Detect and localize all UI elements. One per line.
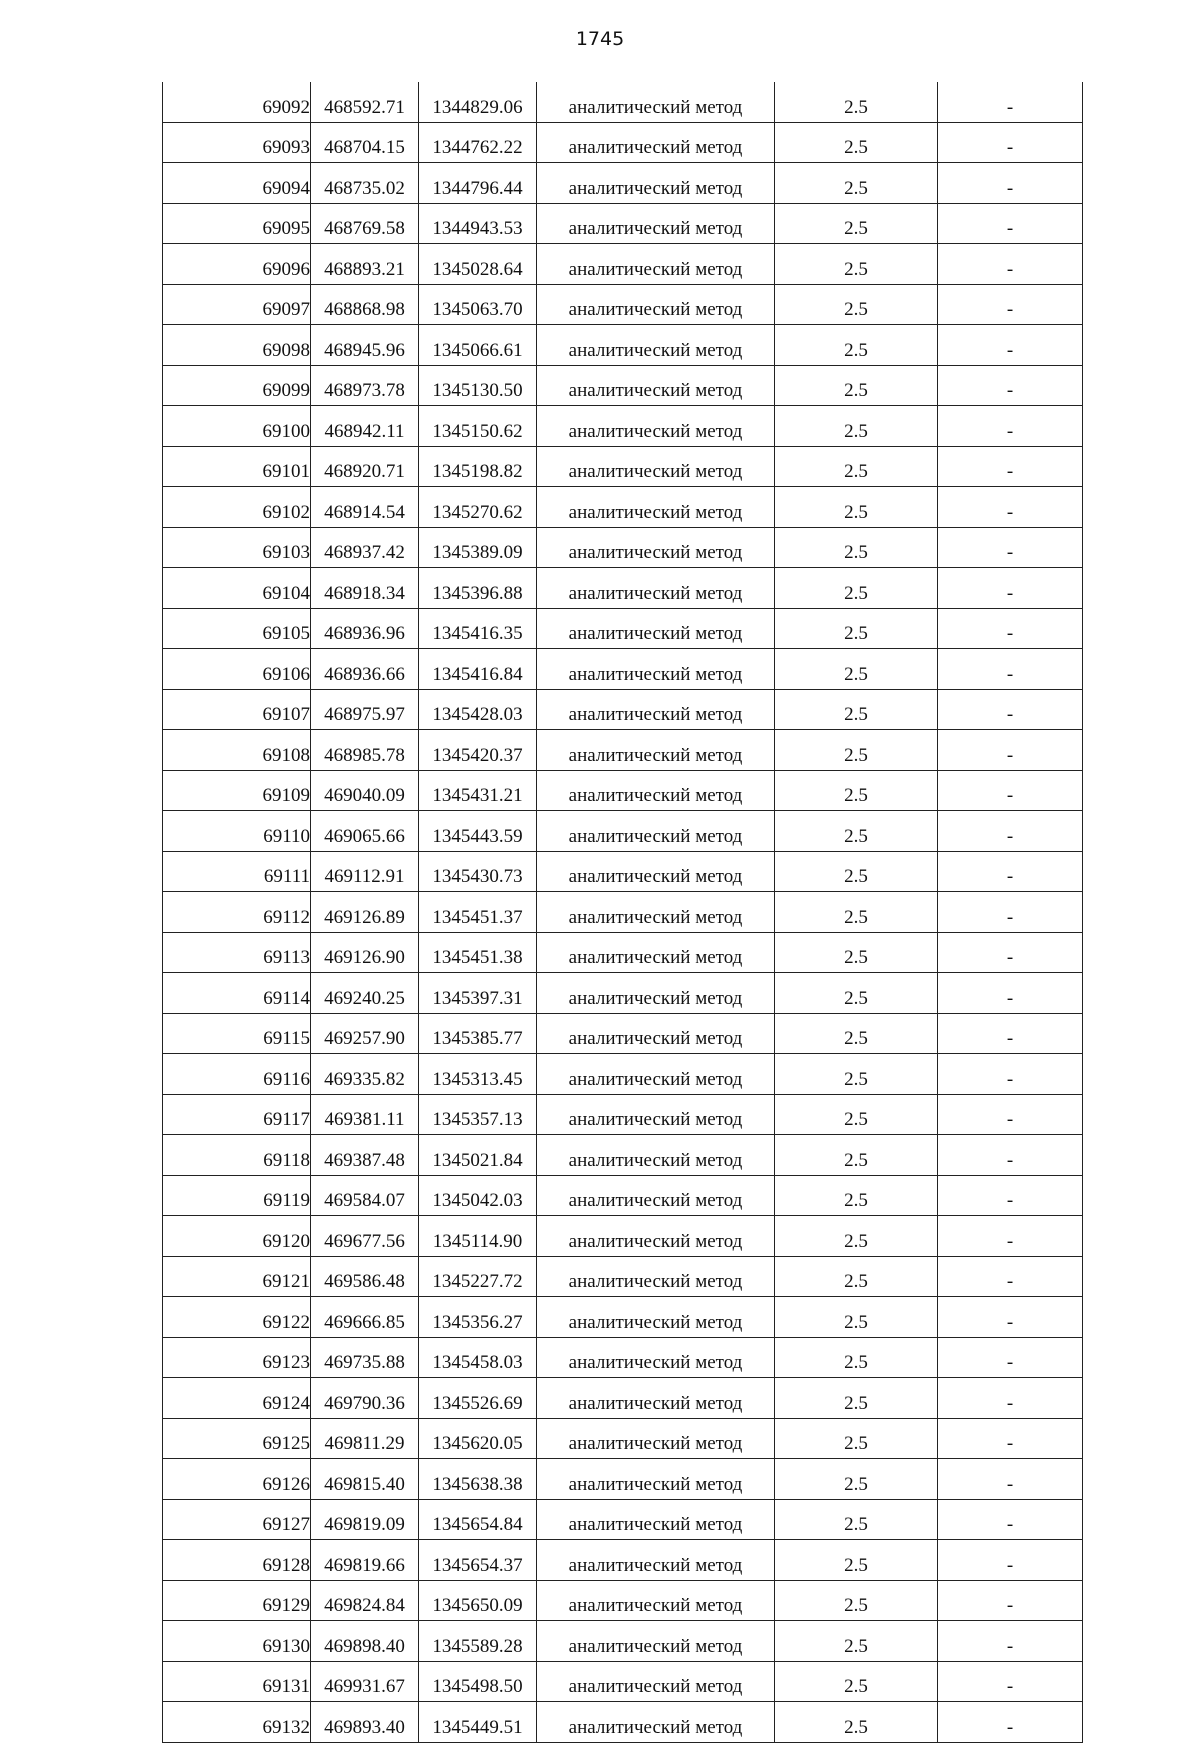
x-coordinate-cell: 468936.66 — [311, 649, 419, 690]
note-cell: - — [938, 1013, 1083, 1054]
point-number-cell: 69124 — [163, 1378, 311, 1419]
y-coordinate-cell: 1345650.09 — [419, 1580, 537, 1621]
note-cell: - — [938, 325, 1083, 366]
y-coordinate-cell: 1345416.35 — [419, 608, 537, 649]
precision-cell: 2.5 — [775, 122, 938, 163]
method-cell: аналитический метод — [537, 1135, 775, 1176]
table-row — [163, 1337, 1083, 1378]
point-number-cell: 69102 — [163, 487, 311, 528]
method-cell: аналитический метод — [537, 1094, 775, 1135]
method-cell: аналитический метод — [537, 1013, 775, 1054]
table-row — [163, 568, 1083, 609]
point-number-cell: 69101 — [163, 446, 311, 487]
coordinates-table — [162, 82, 1083, 1743]
method-cell: аналитический метод — [537, 568, 775, 609]
point-number-cell: 69097 — [163, 284, 311, 325]
note-cell: - — [938, 568, 1083, 609]
note-cell: - — [938, 406, 1083, 447]
precision-cell: 2.5 — [775, 1297, 938, 1338]
table-row — [163, 325, 1083, 366]
table-row — [163, 527, 1083, 568]
point-number-cell: 69098 — [163, 325, 311, 366]
method-cell: аналитический метод — [537, 770, 775, 811]
y-coordinate-cell: 1345428.03 — [419, 689, 537, 730]
note-cell: - — [938, 1661, 1083, 1702]
table-row — [163, 770, 1083, 811]
point-number-cell: 69099 — [163, 365, 311, 406]
method-cell: аналитический метод — [537, 1621, 775, 1662]
note-cell: - — [938, 1702, 1083, 1743]
point-number-cell: 69096 — [163, 244, 311, 285]
table-row — [163, 1580, 1083, 1621]
y-coordinate-cell: 1345356.27 — [419, 1297, 537, 1338]
point-number-cell: 69111 — [163, 851, 311, 892]
method-cell: аналитический метод — [537, 689, 775, 730]
y-coordinate-cell: 1344943.53 — [419, 203, 537, 244]
method-cell: аналитический метод — [537, 163, 775, 204]
point-number-cell: 69092 — [163, 82, 311, 122]
note-cell: - — [938, 689, 1083, 730]
method-cell: аналитический метод — [537, 1540, 775, 1581]
x-coordinate-cell: 469819.66 — [311, 1540, 419, 1581]
x-coordinate-cell: 468920.71 — [311, 446, 419, 487]
method-cell: аналитический метод — [537, 1580, 775, 1621]
point-number-cell: 69095 — [163, 203, 311, 244]
x-coordinate-cell: 468918.34 — [311, 568, 419, 609]
table-row — [163, 1540, 1083, 1581]
method-cell: аналитический метод — [537, 487, 775, 528]
x-coordinate-cell: 469893.40 — [311, 1702, 419, 1743]
point-number-cell: 69106 — [163, 649, 311, 690]
x-coordinate-cell: 469381.11 — [311, 1094, 419, 1135]
y-coordinate-cell: 1345451.38 — [419, 932, 537, 973]
method-cell: аналитический метод — [537, 1378, 775, 1419]
note-cell: - — [938, 1621, 1083, 1662]
method-cell: аналитический метод — [537, 244, 775, 285]
note-cell: - — [938, 1256, 1083, 1297]
table-row — [163, 851, 1083, 892]
point-number-cell: 69119 — [163, 1175, 311, 1216]
note-cell: - — [938, 163, 1083, 204]
table-row — [163, 1499, 1083, 1540]
note-cell: - — [938, 892, 1083, 933]
table-row — [163, 1418, 1083, 1459]
y-coordinate-cell: 1345357.13 — [419, 1094, 537, 1135]
point-number-cell: 69120 — [163, 1216, 311, 1257]
method-cell: аналитический метод — [537, 284, 775, 325]
precision-cell: 2.5 — [775, 163, 938, 204]
note-cell: - — [938, 1297, 1083, 1338]
precision-cell: 2.5 — [775, 568, 938, 609]
note-cell: - — [938, 1135, 1083, 1176]
y-coordinate-cell: 1345443.59 — [419, 811, 537, 852]
note-cell: - — [938, 365, 1083, 406]
precision-cell: 2.5 — [775, 284, 938, 325]
note-cell: - — [938, 284, 1083, 325]
method-cell: аналитический метод — [537, 203, 775, 244]
x-coordinate-cell: 469112.91 — [311, 851, 419, 892]
table-row — [163, 163, 1083, 204]
note-cell: - — [938, 527, 1083, 568]
y-coordinate-cell: 1345063.70 — [419, 284, 537, 325]
precision-cell: 2.5 — [775, 325, 938, 366]
x-coordinate-cell: 469931.67 — [311, 1661, 419, 1702]
point-number-cell: 69110 — [163, 811, 311, 852]
method-cell: аналитический метод — [537, 1054, 775, 1095]
method-cell: аналитический метод — [537, 851, 775, 892]
y-coordinate-cell: 1345313.45 — [419, 1054, 537, 1095]
precision-cell: 2.5 — [775, 203, 938, 244]
table-row — [163, 406, 1083, 447]
precision-cell: 2.5 — [775, 1256, 938, 1297]
y-coordinate-cell: 1345042.03 — [419, 1175, 537, 1216]
table-body — [163, 82, 1083, 1742]
table-row — [163, 487, 1083, 528]
note-cell: - — [938, 1378, 1083, 1419]
y-coordinate-cell: 1345431.21 — [419, 770, 537, 811]
point-number-cell: 69123 — [163, 1337, 311, 1378]
table-row — [163, 932, 1083, 973]
precision-cell: 2.5 — [775, 406, 938, 447]
point-number-cell: 69094 — [163, 163, 311, 204]
method-cell: аналитический метод — [537, 811, 775, 852]
point-number-cell: 69107 — [163, 689, 311, 730]
point-number-cell: 69105 — [163, 608, 311, 649]
point-number-cell: 69113 — [163, 932, 311, 973]
note-cell: - — [938, 851, 1083, 892]
y-coordinate-cell: 1344829.06 — [419, 82, 537, 122]
point-number-cell: 69115 — [163, 1013, 311, 1054]
precision-cell: 2.5 — [775, 1094, 938, 1135]
table-row — [163, 203, 1083, 244]
note-cell: - — [938, 1580, 1083, 1621]
method-cell: аналитический метод — [537, 1297, 775, 1338]
precision-cell: 2.5 — [775, 770, 938, 811]
x-coordinate-cell: 469666.85 — [311, 1297, 419, 1338]
point-number-cell: 69103 — [163, 527, 311, 568]
y-coordinate-cell: 1345389.09 — [419, 527, 537, 568]
method-cell: аналитический метод — [537, 730, 775, 771]
method-cell: аналитический метод — [537, 446, 775, 487]
x-coordinate-cell: 468704.15 — [311, 122, 419, 163]
table-row — [163, 1297, 1083, 1338]
note-cell: - — [938, 1175, 1083, 1216]
x-coordinate-cell: 468937.42 — [311, 527, 419, 568]
x-coordinate-cell: 469584.07 — [311, 1175, 419, 1216]
y-coordinate-cell: 1345430.73 — [419, 851, 537, 892]
point-number-cell: 69121 — [163, 1256, 311, 1297]
note-cell: - — [938, 1337, 1083, 1378]
x-coordinate-cell: 468985.78 — [311, 730, 419, 771]
table-row — [163, 1216, 1083, 1257]
precision-cell: 2.5 — [775, 730, 938, 771]
x-coordinate-cell: 468592.71 — [311, 82, 419, 122]
point-number-cell: 69127 — [163, 1499, 311, 1540]
y-coordinate-cell: 1345066.61 — [419, 325, 537, 366]
note-cell: - — [938, 1054, 1083, 1095]
table-row — [163, 284, 1083, 325]
table-row — [163, 446, 1083, 487]
note-cell: - — [938, 1094, 1083, 1135]
x-coordinate-cell: 469387.48 — [311, 1135, 419, 1176]
precision-cell: 2.5 — [775, 1580, 938, 1621]
x-coordinate-cell: 468914.54 — [311, 487, 419, 528]
y-coordinate-cell: 1345420.37 — [419, 730, 537, 771]
note-cell: - — [938, 122, 1083, 163]
x-coordinate-cell: 468975.97 — [311, 689, 419, 730]
point-number-cell: 69116 — [163, 1054, 311, 1095]
x-coordinate-cell: 469735.88 — [311, 1337, 419, 1378]
x-coordinate-cell: 469898.40 — [311, 1621, 419, 1662]
x-coordinate-cell: 469677.56 — [311, 1216, 419, 1257]
table-row — [163, 811, 1083, 852]
method-cell: аналитический метод — [537, 1661, 775, 1702]
y-coordinate-cell: 1345397.31 — [419, 973, 537, 1014]
table-row — [163, 1175, 1083, 1216]
note-cell: - — [938, 608, 1083, 649]
point-number-cell: 69126 — [163, 1459, 311, 1500]
precision-cell: 2.5 — [775, 1621, 938, 1662]
precision-cell: 2.5 — [775, 1661, 938, 1702]
y-coordinate-cell: 1345498.50 — [419, 1661, 537, 1702]
note-cell: - — [938, 932, 1083, 973]
y-coordinate-cell: 1345227.72 — [419, 1256, 537, 1297]
table-row — [163, 649, 1083, 690]
x-coordinate-cell: 469126.89 — [311, 892, 419, 933]
note-cell: - — [938, 446, 1083, 487]
table-row — [163, 1378, 1083, 1419]
note-cell: - — [938, 770, 1083, 811]
point-number-cell: 69104 — [163, 568, 311, 609]
table-row — [163, 1135, 1083, 1176]
x-coordinate-cell: 468893.21 — [311, 244, 419, 285]
y-coordinate-cell: 1345114.90 — [419, 1216, 537, 1257]
precision-cell: 2.5 — [775, 973, 938, 1014]
precision-cell: 2.5 — [775, 1540, 938, 1581]
x-coordinate-cell: 469790.36 — [311, 1378, 419, 1419]
method-cell: аналитический метод — [537, 1459, 775, 1500]
table-row — [163, 892, 1083, 933]
y-coordinate-cell: 1345416.84 — [419, 649, 537, 690]
method-cell: аналитический метод — [537, 527, 775, 568]
y-coordinate-cell: 1345638.38 — [419, 1459, 537, 1500]
x-coordinate-cell: 468769.58 — [311, 203, 419, 244]
note-cell: - — [938, 1540, 1083, 1581]
method-cell: аналитический метод — [537, 892, 775, 933]
precision-cell: 2.5 — [775, 1216, 938, 1257]
table-row — [163, 689, 1083, 730]
x-coordinate-cell: 468936.96 — [311, 608, 419, 649]
point-number-cell: 69112 — [163, 892, 311, 933]
y-coordinate-cell: 1345028.64 — [419, 244, 537, 285]
point-number-cell: 69118 — [163, 1135, 311, 1176]
y-coordinate-cell: 1345021.84 — [419, 1135, 537, 1176]
y-coordinate-cell: 1345654.37 — [419, 1540, 537, 1581]
precision-cell: 2.5 — [775, 1054, 938, 1095]
note-cell: - — [938, 1216, 1083, 1257]
table-row — [163, 1054, 1083, 1095]
y-coordinate-cell: 1345620.05 — [419, 1418, 537, 1459]
table-row — [163, 365, 1083, 406]
method-cell: аналитический метод — [537, 1175, 775, 1216]
table-row — [163, 1094, 1083, 1135]
point-number-cell: 69122 — [163, 1297, 311, 1338]
precision-cell: 2.5 — [775, 1459, 938, 1500]
table-row — [163, 730, 1083, 771]
point-number-cell: 69129 — [163, 1580, 311, 1621]
table-row — [163, 1256, 1083, 1297]
table-row — [163, 608, 1083, 649]
x-coordinate-cell: 469824.84 — [311, 1580, 419, 1621]
x-coordinate-cell: 468942.11 — [311, 406, 419, 447]
note-cell: - — [938, 82, 1083, 122]
point-number-cell: 69117 — [163, 1094, 311, 1135]
point-number-cell: 69109 — [163, 770, 311, 811]
y-coordinate-cell: 1345654.84 — [419, 1499, 537, 1540]
x-coordinate-cell: 469586.48 — [311, 1256, 419, 1297]
x-coordinate-cell: 469335.82 — [311, 1054, 419, 1095]
table-row — [163, 1661, 1083, 1702]
precision-cell: 2.5 — [775, 1337, 938, 1378]
point-number-cell: 69128 — [163, 1540, 311, 1581]
note-cell: - — [938, 1459, 1083, 1500]
y-coordinate-cell: 1345458.03 — [419, 1337, 537, 1378]
table-row — [163, 82, 1083, 122]
point-number-cell: 69114 — [163, 973, 311, 1014]
precision-cell: 2.5 — [775, 608, 938, 649]
x-coordinate-cell: 469257.90 — [311, 1013, 419, 1054]
y-coordinate-cell: 1345198.82 — [419, 446, 537, 487]
x-coordinate-cell: 468868.98 — [311, 284, 419, 325]
precision-cell: 2.5 — [775, 1418, 938, 1459]
precision-cell: 2.5 — [775, 689, 938, 730]
x-coordinate-cell: 468735.02 — [311, 163, 419, 204]
point-number-cell: 69108 — [163, 730, 311, 771]
y-coordinate-cell: 1345396.88 — [419, 568, 537, 609]
method-cell: аналитический метод — [537, 1337, 775, 1378]
table-row — [163, 1621, 1083, 1662]
precision-cell: 2.5 — [775, 892, 938, 933]
y-coordinate-cell: 1344762.22 — [419, 122, 537, 163]
precision-cell: 2.5 — [775, 1702, 938, 1743]
method-cell: аналитический метод — [537, 973, 775, 1014]
x-coordinate-cell: 469065.66 — [311, 811, 419, 852]
method-cell: аналитический метод — [537, 406, 775, 447]
note-cell: - — [938, 730, 1083, 771]
precision-cell: 2.5 — [775, 527, 938, 568]
point-number-cell: 69093 — [163, 122, 311, 163]
precision-cell: 2.5 — [775, 1013, 938, 1054]
precision-cell: 2.5 — [775, 811, 938, 852]
note-cell: - — [938, 1499, 1083, 1540]
note-cell: - — [938, 203, 1083, 244]
table-row — [163, 1702, 1083, 1743]
table-row — [163, 122, 1083, 163]
x-coordinate-cell: 469819.09 — [311, 1499, 419, 1540]
y-coordinate-cell: 1345449.51 — [419, 1702, 537, 1743]
note-cell: - — [938, 244, 1083, 285]
precision-cell: 2.5 — [775, 1135, 938, 1176]
y-coordinate-cell: 1345270.62 — [419, 487, 537, 528]
table-row — [163, 973, 1083, 1014]
method-cell: аналитический метод — [537, 932, 775, 973]
y-coordinate-cell: 1345451.37 — [419, 892, 537, 933]
note-cell: - — [938, 1418, 1083, 1459]
method-cell: аналитический метод — [537, 82, 775, 122]
x-coordinate-cell: 468945.96 — [311, 325, 419, 366]
method-cell: аналитический метод — [537, 325, 775, 366]
precision-cell: 2.5 — [775, 851, 938, 892]
note-cell: - — [938, 487, 1083, 528]
point-number-cell: 69125 — [163, 1418, 311, 1459]
x-coordinate-cell: 468973.78 — [311, 365, 419, 406]
note-cell: - — [938, 649, 1083, 690]
precision-cell: 2.5 — [775, 365, 938, 406]
table-row — [163, 244, 1083, 285]
precision-cell: 2.5 — [775, 1378, 938, 1419]
table-row — [163, 1459, 1083, 1500]
page-number: 1745 — [575, 28, 625, 50]
method-cell: аналитический метод — [537, 1702, 775, 1743]
method-cell: аналитический метод — [537, 122, 775, 163]
method-cell: аналитический метод — [537, 649, 775, 690]
x-coordinate-cell: 469815.40 — [311, 1459, 419, 1500]
x-coordinate-cell: 469040.09 — [311, 770, 419, 811]
x-coordinate-cell: 469240.25 — [311, 973, 419, 1014]
y-coordinate-cell: 1345526.69 — [419, 1378, 537, 1419]
method-cell: аналитический метод — [537, 1256, 775, 1297]
point-number-cell: 69132 — [163, 1702, 311, 1743]
note-cell: - — [938, 973, 1083, 1014]
precision-cell: 2.5 — [775, 649, 938, 690]
point-number-cell: 69100 — [163, 406, 311, 447]
precision-cell: 2.5 — [775, 487, 938, 528]
y-coordinate-cell: 1344796.44 — [419, 163, 537, 204]
point-number-cell: 69131 — [163, 1661, 311, 1702]
y-coordinate-cell: 1345589.28 — [419, 1621, 537, 1662]
precision-cell: 2.5 — [775, 932, 938, 973]
x-coordinate-cell: 469811.29 — [311, 1418, 419, 1459]
precision-cell: 2.5 — [775, 1499, 938, 1540]
precision-cell: 2.5 — [775, 244, 938, 285]
y-coordinate-cell: 1345150.62 — [419, 406, 537, 447]
method-cell: аналитический метод — [537, 1499, 775, 1540]
method-cell: аналитический метод — [537, 365, 775, 406]
method-cell: аналитический метод — [537, 1418, 775, 1459]
y-coordinate-cell: 1345385.77 — [419, 1013, 537, 1054]
precision-cell: 2.5 — [775, 1175, 938, 1216]
table-row — [163, 1013, 1083, 1054]
precision-cell: 2.5 — [775, 82, 938, 122]
method-cell: аналитический метод — [537, 1216, 775, 1257]
x-coordinate-cell: 469126.90 — [311, 932, 419, 973]
y-coordinate-cell: 1345130.50 — [419, 365, 537, 406]
point-number-cell: 69130 — [163, 1621, 311, 1662]
note-cell: - — [938, 811, 1083, 852]
method-cell: аналитический метод — [537, 608, 775, 649]
precision-cell: 2.5 — [775, 446, 938, 487]
